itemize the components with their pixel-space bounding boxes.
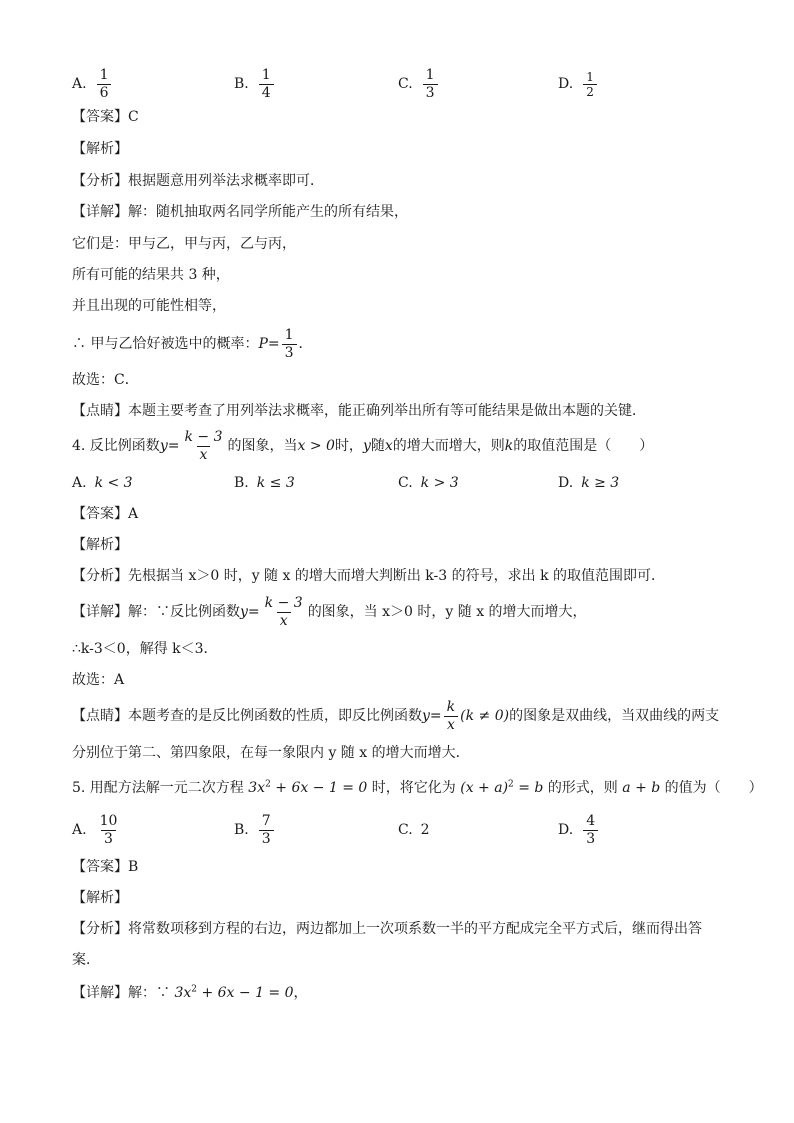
- q3-line-3: 并且出现的可能性相等，: [72, 298, 226, 314]
- q3-analysis-heading: 【解析】: [72, 141, 128, 157]
- q4-option-d: D. k ≥ 3: [558, 475, 620, 491]
- q4-option-b: B. k ≤ 3: [234, 475, 295, 491]
- q4-options: [72, 461, 632, 505]
- q5-options: [72, 808, 632, 852]
- q3-option-d: D. $\frac{1}{2}$: [558, 62, 599, 106]
- q3-line-2: 所有可能的结果共 3 种，: [72, 267, 230, 283]
- q5-xiangjie: 【详解】解：∵ $3x^2 + 6x - 1 = 0$，: [72, 984, 308, 1001]
- q3-xiangjie: 【详解】解：随机抽取两名同学所能产生的所有结果，: [72, 204, 408, 220]
- q4-dianjing: 【点睛】 本题考查的是反比例函数的性质，即反比例函数 y = $\frac{k}{x}$ (k ≠ 0) 的图象是双曲线，当双曲线的两支: [72, 698, 720, 733]
- q4-option-a: A. k < 3: [72, 475, 133, 491]
- q5-option-b: B. $\frac{7}{3}$: [234, 808, 276, 852]
- q3-option-c: C. $\frac{1}{3}$: [398, 62, 440, 106]
- q4-stem: 4. 反比例函数 y = $\frac{k - 3}{x}$ 的图象，当 x > 0 时， y 随 x 的增大而增大，则 k 的取值范围是（ ）: [72, 428, 654, 463]
- q3-fenxi: 【分析】根据题意用列举法求概率即可．: [72, 173, 324, 189]
- q5-option-d: D. $\frac{4}{3}$: [558, 808, 600, 852]
- q3-answer: 【答案】C: [72, 109, 139, 125]
- q5-option-a: A. $\frac{10}{3}$: [72, 812, 118, 847]
- q4-answer: 【答案】A: [72, 506, 139, 522]
- q4-choose: 故选：A: [72, 672, 125, 688]
- q4-analysis-heading: 【解析】: [72, 537, 128, 553]
- q5-fenxi-line-2: 案．: [72, 952, 100, 968]
- q3-dianjing: 【点睛】本题主要考查了用列举法求概率，能正确列举出所有等可能结果是做出本题的关键．: [72, 403, 646, 419]
- q4-xiangjie: 【详解】 解：∵反比例函数 y = $\frac{k - 3}{x}$ 的图象，当 x＞0 时，y 随 x 的增大而增大，: [72, 594, 587, 629]
- q5-stem: 5. 用配方法解一元二次方程 $3x^2 + 6x - 1 = 0$ 时，将它化为 $(x + a)^2 = b$ 的形式，则 a + b 的值为（ ）: [72, 779, 763, 796]
- q5-fenxi: 【分析】将常数项移到方程的右边，两边都加上一次项系数一半的平方配成完全平方式后，继而得出答: [72, 921, 702, 937]
- q3-line-1: 它们是：甲与乙，甲与丙，乙与丙，: [72, 236, 296, 252]
- q3-option-a: A. $\frac{1}{6}$: [72, 62, 113, 106]
- q3-probability: ∴ 甲与乙恰好被选中的概率： P = $\frac{1}{3}$ ．: [72, 326, 313, 361]
- q4-fenxi: 【分析】先根据当 x＞0 时，y 随 x 的增大而增大判断出 k-3 的符号，求出 k 的取值范围即可．: [72, 568, 666, 584]
- q4-option-c: C. k > 3: [398, 475, 459, 491]
- q4-line-1: ∴k-3＜0，解得 k＜3．: [72, 641, 218, 657]
- q4-dianjing-line-2: 分别位于第二、第四象限，在每一象限内 y 随 x 的增大而增大．: [72, 745, 470, 761]
- q3-option-b: B. $\frac{1}{4}$: [234, 62, 276, 106]
- q3-options: [72, 62, 632, 106]
- q5-analysis-heading: 【解析】: [72, 890, 128, 906]
- q5-answer: 【答案】B: [72, 859, 139, 875]
- q3-choose: 故选：C．: [72, 372, 139, 388]
- q5-option-c: C. 2: [398, 822, 430, 838]
